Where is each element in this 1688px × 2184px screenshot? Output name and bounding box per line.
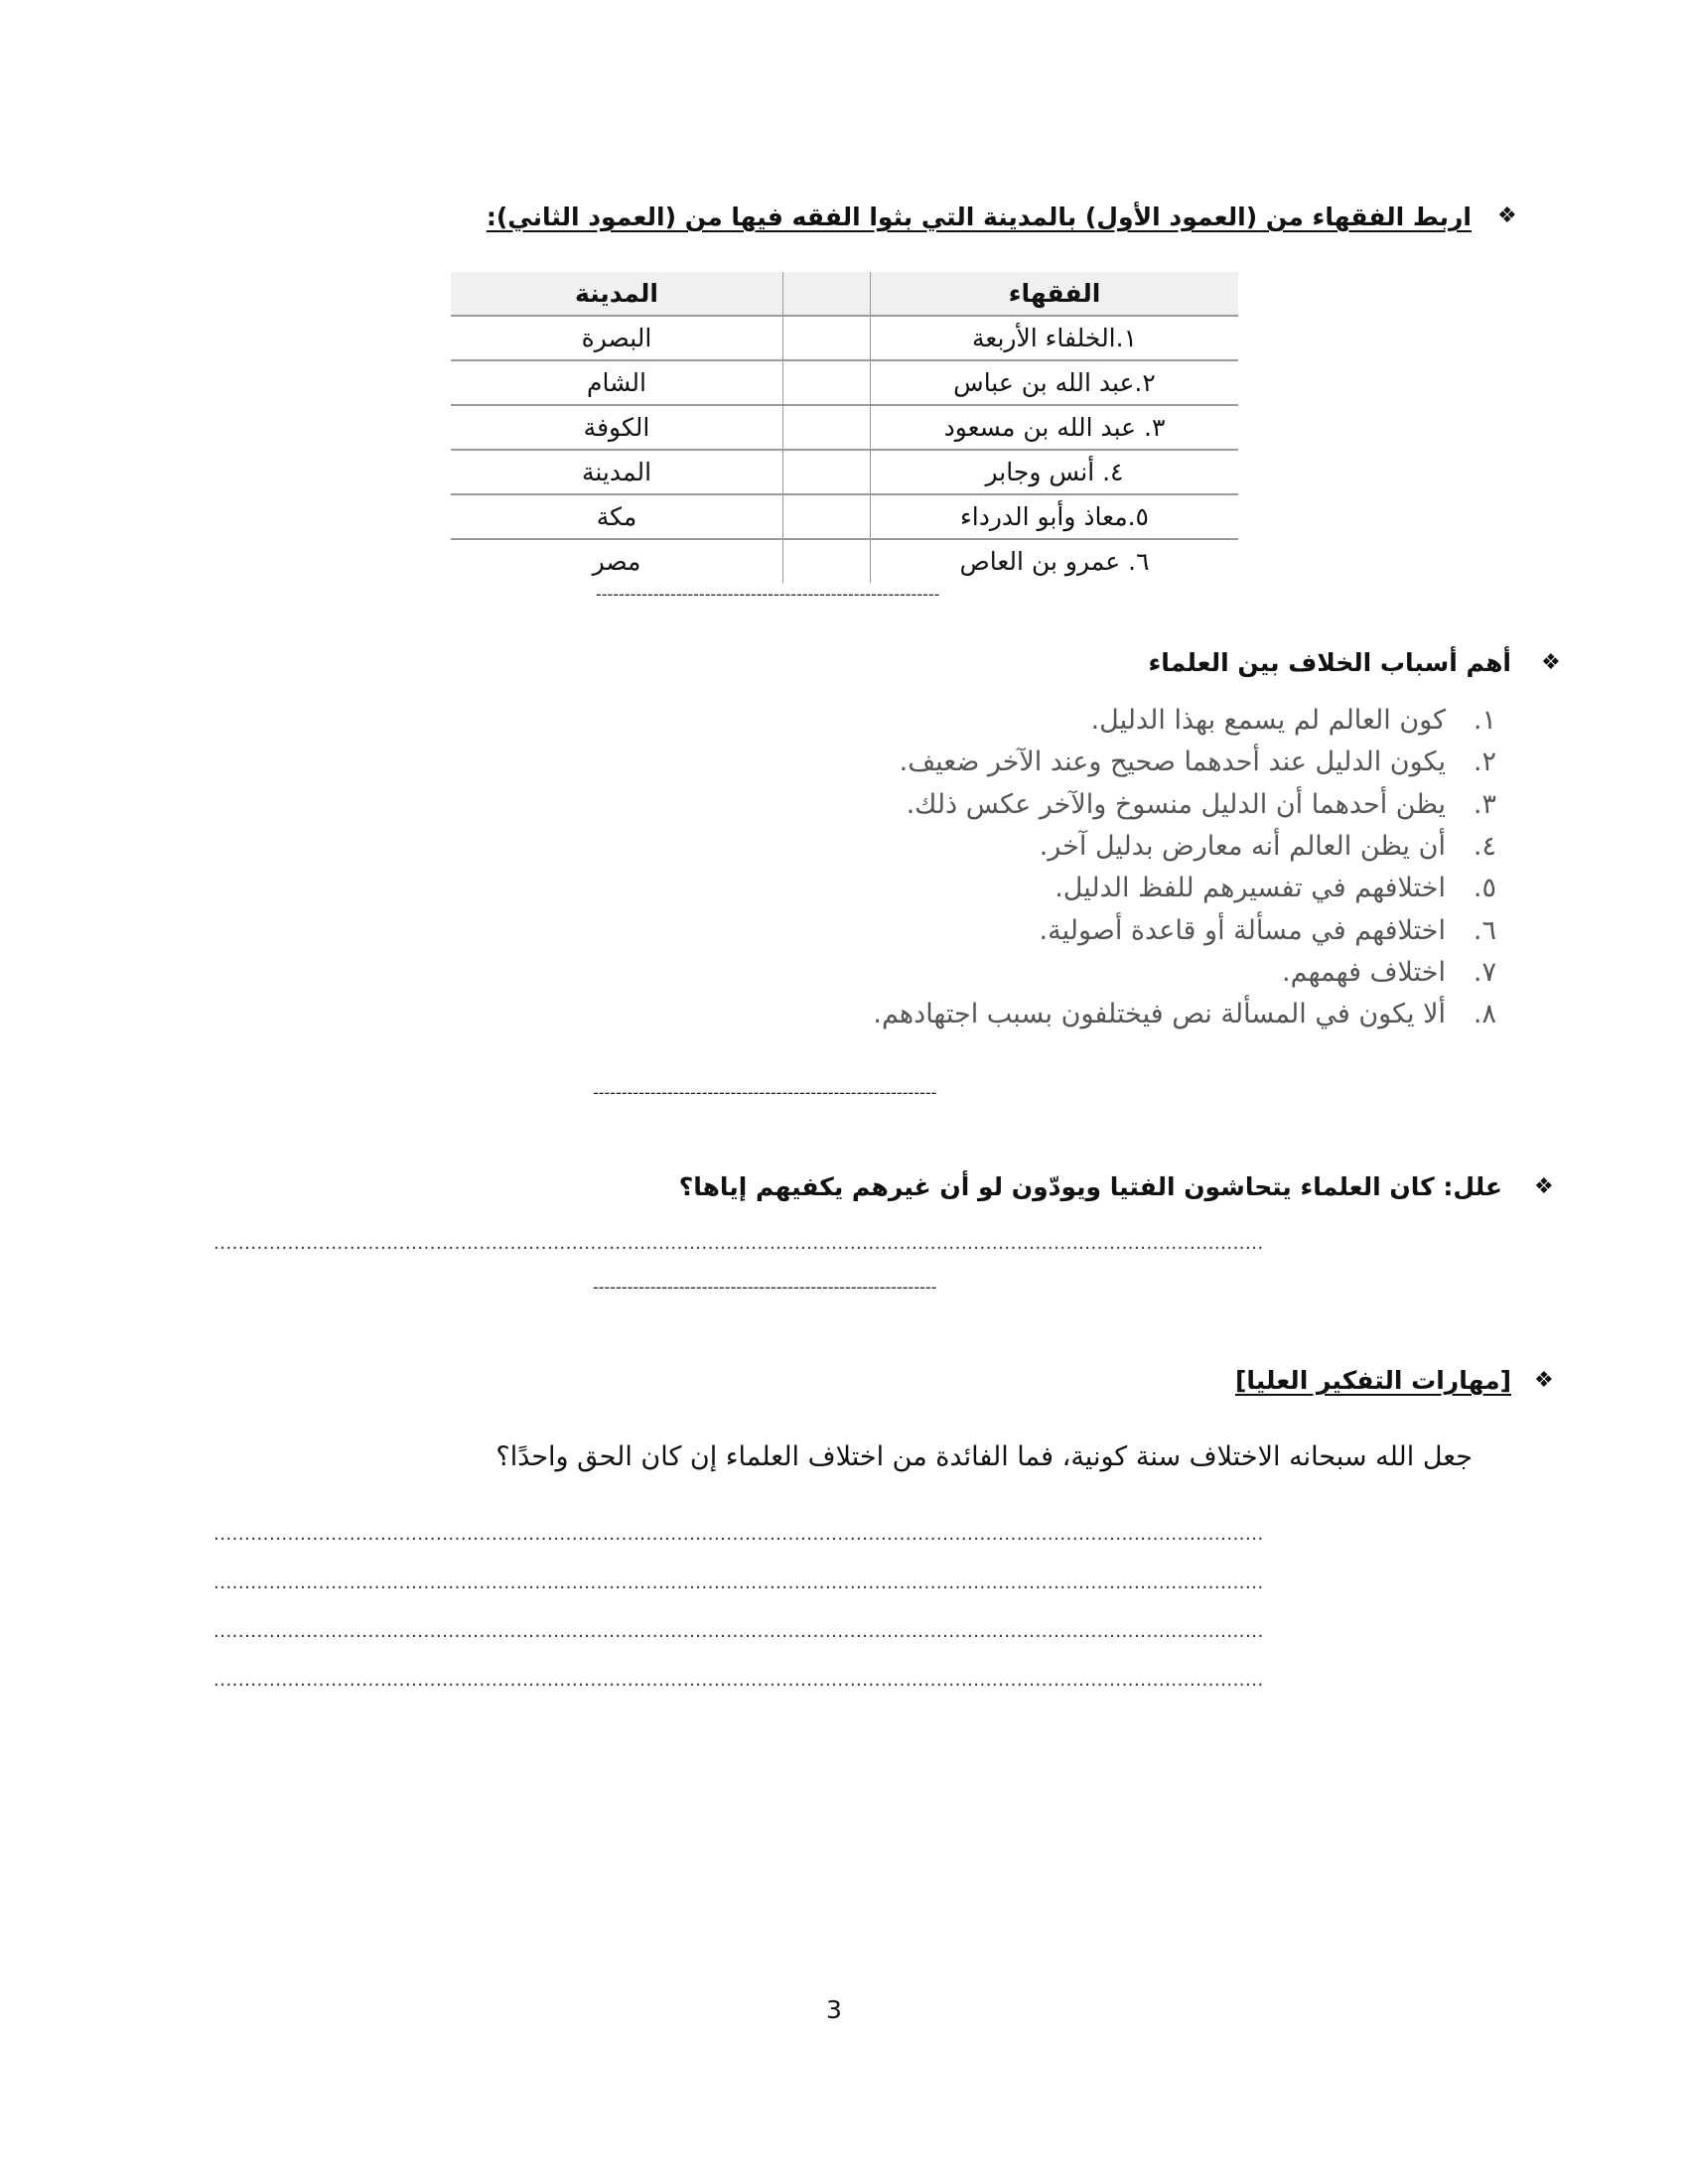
table-row bbox=[451, 316, 1238, 360]
list-item-number: ٥. bbox=[1473, 873, 1496, 904]
answer-cell[interactable] bbox=[783, 316, 871, 360]
table-row bbox=[451, 450, 1238, 494]
diamond-bullet-icon: ❖ bbox=[1534, 1174, 1554, 1199]
table-row bbox=[451, 494, 1238, 539]
list-item: ألا يكون في المسألة نص فيختلفون بسبب اجتهادهم. bbox=[873, 999, 1446, 1030]
city-cell: البصرة bbox=[451, 316, 783, 360]
answer-cell[interactable] bbox=[783, 405, 871, 450]
city-cell: الكوفة bbox=[451, 405, 783, 450]
header-blank bbox=[783, 272, 871, 316]
answer-line[interactable]: .......................................................................................................................................................................... bbox=[213, 1621, 1264, 1642]
list-item-number: ١. bbox=[1473, 705, 1496, 736]
answer-line[interactable]: .......................................................................................................................................................................... bbox=[213, 1524, 1264, 1545]
separator-line: ------------------------------------------------------------ bbox=[593, 1083, 937, 1102]
answer-cell[interactable] bbox=[783, 450, 871, 494]
diamond-bullet-icon: ❖ bbox=[1541, 650, 1561, 675]
header-fuqaha: الفقهاء bbox=[871, 272, 1239, 316]
header-city: المدينة bbox=[451, 272, 783, 316]
page-number: 3 bbox=[826, 1995, 842, 2024]
diamond-bullet-icon: ❖ bbox=[1534, 1368, 1554, 1393]
list-item-number: ٤. bbox=[1473, 830, 1496, 862]
list-item-number: ٨. bbox=[1473, 999, 1496, 1030]
section4-title: [مهارات التفكير العليا] bbox=[1234, 1366, 1511, 1395]
answer-cell[interactable] bbox=[783, 539, 871, 583]
list-item: يظن أحدهما أن الدليل منسوخ والآخر عكس ذلك. bbox=[906, 788, 1446, 820]
fuqaha-cell: ٤. أنس وجابر bbox=[871, 450, 1239, 494]
list-item-number: ٧. bbox=[1473, 956, 1496, 988]
section1-title: اربط الفقهاء من (العمود الأول) بالمدينة التي بثوا الفقه فيها من (العمود الثاني): bbox=[486, 203, 1472, 231]
fuqaha-cell: ٥.معاذ وأبو الدرداء bbox=[871, 494, 1239, 539]
thinking-question: جعل الله سبحانه الاختلاف سنة كونية، فما الفائدة من اختلاف العلماء إن كان الحق واحدًا؟ bbox=[495, 1441, 1473, 1472]
answer-cell[interactable] bbox=[783, 494, 871, 539]
separator-line: ------------------------------------------------------------ bbox=[596, 585, 940, 604]
fuqaha-cell: ٣. عبد الله بن مسعود bbox=[871, 405, 1239, 450]
answer-line[interactable]: .......................................................................................................................................................................... bbox=[213, 1670, 1264, 1691]
section2-title: أهم أسباب الخلاف بين العلماء bbox=[1148, 648, 1511, 677]
list-item-number: ٣. bbox=[1473, 788, 1496, 820]
section3-title: علل: كان العلماء يتحاشون الفتيا ويودّون لو أن غيرهم يكفيهم إياها؟ bbox=[678, 1172, 1502, 1201]
list-item: اختلافهم في تفسيرهم للفظ الدليل. bbox=[1055, 873, 1446, 904]
fuqaha-cell: ١.الخلفاء الأربعة bbox=[871, 316, 1239, 360]
city-cell: مصر bbox=[592, 547, 641, 576]
diamond-bullet-icon: ❖ bbox=[1497, 204, 1517, 228]
list-item: اختلافهم في مسألة أو قاعدة أصولية. bbox=[1039, 914, 1446, 946]
fuqaha-cell: ٦. عمرو بن العاص bbox=[959, 547, 1150, 576]
answer-line[interactable]: .......................................................................................................................................................................... bbox=[213, 1233, 1264, 1254]
list-item: يكون الدليل عند أحدهما صحيح وعند الآخر ضعيف. bbox=[899, 747, 1446, 778]
fuqaha-cell: ٢.عبد الله بن عباس bbox=[871, 360, 1239, 405]
answer-line[interactable]: .......................................................................................................................................................................... bbox=[213, 1572, 1264, 1593]
city-cell: المدينة bbox=[451, 450, 783, 494]
list-item: كون العالم لم يسمع بهذا الدليل. bbox=[1090, 705, 1446, 736]
table-row bbox=[451, 405, 1238, 450]
list-item-number: ٦. bbox=[1473, 914, 1496, 946]
table-row bbox=[451, 539, 1238, 583]
list-item: أن يظن العالم أنه معارض بدليل آخر. bbox=[1039, 830, 1446, 862]
table-row bbox=[451, 360, 1238, 405]
answer-cell[interactable] bbox=[783, 360, 871, 405]
city-cell: مكة bbox=[451, 494, 783, 539]
separator-line: ------------------------------------------------------------ bbox=[593, 1278, 937, 1297]
matching-table bbox=[451, 272, 1238, 583]
table-header-row bbox=[451, 272, 1238, 316]
list-item-number: ٢. bbox=[1473, 747, 1496, 778]
city-cell: الشام bbox=[451, 360, 783, 405]
list-item: اختلاف فهمهم. bbox=[1282, 956, 1446, 988]
